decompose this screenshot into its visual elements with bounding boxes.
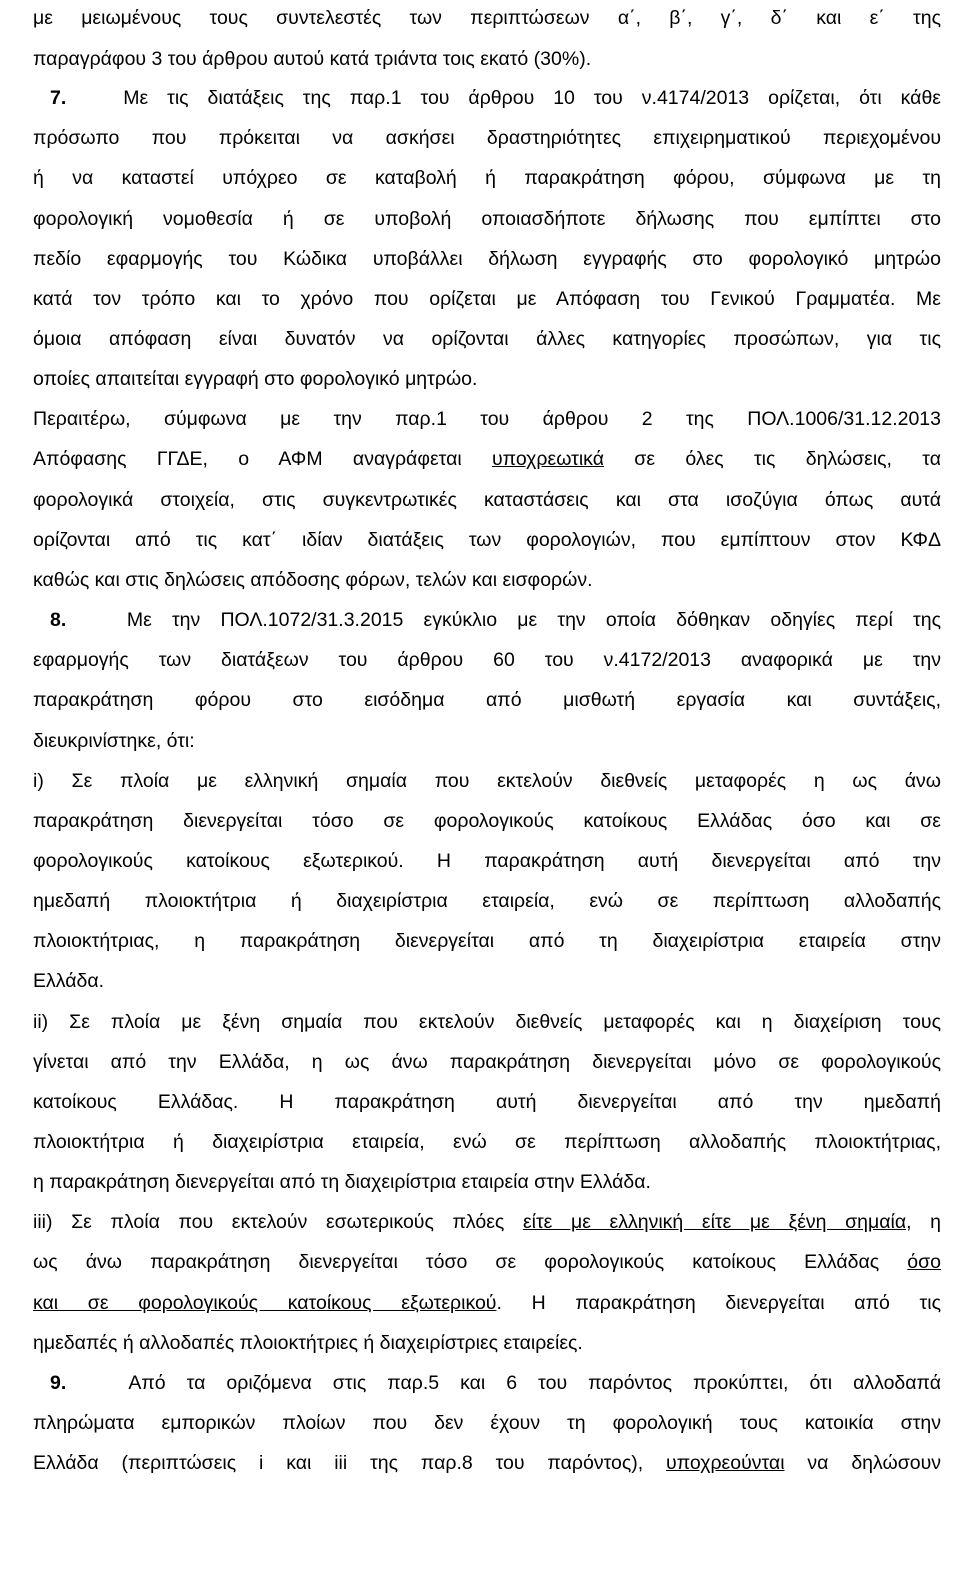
paragraph-9-first-line <box>50 1365 941 1401</box>
text-run: Με την ΠΟΛ.1072/31.3.2015 εγκύκλιο με την οποία δόθηκαν οδηγίες περί της <box>126 609 941 631</box>
text-line: φορολογική νομοθεσία ή σε υποβολή οποιασδήποτε δήλωσης που εμπίπτει στο <box>33 208 941 230</box>
text-run: Απόφασης ΓΓΔΕ, ο ΑΦΜ αναγράφεται <box>33 448 493 470</box>
underlined-text: είτε με ελληνική είτε με ξένη σημαία, <box>522 1211 912 1233</box>
text-line: με μειωμένους τους συντελεστές των περιπτώσεων α΄, β΄, γ΄, δ΄ και ε΄ της <box>33 7 941 29</box>
text-line: ημεδαπή πλοιοκτήτρια ή διαχειρίστρια εταιρεία, ενώ σε περίπτωση αλλοδαπής <box>33 890 941 912</box>
text-line: οποίες απαιτείται εγγραφή στο φορολογικό μητρώο. <box>33 368 478 390</box>
text-run: iii) Σε πλοία που εκτελούν εσωτερικούς πλόες <box>33 1211 523 1233</box>
text-line: κατά τον τρόπο και το χρόνο που ορίζεται με Απόφαση του Γενικού Γραμματέα. Με <box>33 288 941 310</box>
text-run: Με τις διατάξεις της παρ.1 του άρθρου 10 του ν.4174/2013 ορίζεται, ότι κάθε <box>123 87 941 109</box>
text-run: . Η παρακράτηση διενεργείται από τις <box>496 1292 941 1314</box>
text-line: εφαρμογής των διατάξεων του άρθρου 60 του ν.4172/2013 αναφορικά με την <box>33 649 941 671</box>
text-run: να δηλώσουν <box>784 1452 941 1474</box>
text-run: η <box>911 1211 941 1233</box>
text-line <box>33 1244 941 1280</box>
text-line: όμοια απόφαση είναι δυνατόν να ορίζονται άλλες κατηγορίες προσώπων, για τις <box>33 328 941 350</box>
text-line: πεδίο εφαρμογής του Κώδικα υποβάλλει δήλωση εγγραφής στο φορολογικό μητρώο <box>33 248 941 270</box>
underlined-text: υποχρεούνται <box>666 1452 785 1474</box>
text-line <box>33 1285 941 1321</box>
text-line: πληρώματα εμπορικών πλοίων που δεν έχουν τη φορολογική τους κατοικία στην <box>33 1412 941 1434</box>
text-line: παρακράτηση φόρου στο εισόδημα από μισθωτή εργασία και συντάξεις, <box>33 689 941 711</box>
text-run: σε όλες τις δηλώσεις, τα <box>603 448 941 470</box>
underlined-text: υποχρεωτικά <box>492 448 604 470</box>
text-line: φορολογικά στοιχεία, στις συγκεντρωτικές καταστάσεις και στα ισοζύγια όπως αυτά <box>33 489 941 511</box>
text-line: παρακράτηση διενεργείται τόσο σε φορολογικούς κατοίκους Ελλάδας όσο και σε <box>33 810 941 832</box>
text-line: η παρακράτηση διενεργείται από τη διαχειρίστρια εταιρεία στην Ελλάδα. <box>33 1171 651 1193</box>
text-line: πρόσωπο που πρόκειται να ασκήσει δραστηριότητες επιχειρηματικού περιεχομένου <box>33 127 941 149</box>
text-line: πλοιοκτήτρια ή διαχειρίστρια εταιρεία, ενώ σε περίπτωση αλλοδαπής πλοιοκτήτριας, <box>33 1131 941 1153</box>
paragraph-number: 9. <box>50 1372 67 1394</box>
text-run: Από τα οριζόμενα στις παρ.5 και 6 του παρόντος προκύπτει, ότι αλλοδαπά <box>128 1372 941 1394</box>
underlined-text: όσο <box>907 1251 941 1273</box>
text-run: Ελλάδα (περιπτώσεις i και iii της παρ.8 του παρόντος), <box>33 1452 667 1474</box>
underlined-text: και σε φορολογικούς κατοίκους εξωτερικού <box>33 1292 497 1314</box>
text-line: ημεδαπές ή αλλοδαπές πλοιοκτήτριες ή διαχειρίστριες εταιρείες. <box>33 1332 583 1354</box>
paragraph-number: 7. <box>50 87 67 109</box>
text-line: ή να καταστεί υπόχρεο σε καταβολή ή παρακράτηση φόρου, σύμφωνα με τη <box>33 167 941 189</box>
text-line: i) Σε πλοία με ελληνική σημαία που εκτελούν διεθνείς μεταφορές η ως άνω <box>33 770 941 792</box>
text-line: Περαιτέρω, σύμφωνα με την παρ.1 του άρθρου 2 της ΠΟΛ.1006/31.12.2013 <box>33 408 941 430</box>
text-line <box>33 1445 941 1481</box>
text-line: κατοίκους Ελλάδας. Η παρακράτηση αυτή διενεργείται από την ημεδαπή <box>33 1091 941 1113</box>
text-line: γίνεται από την Ελλάδα, η ως άνω παρακράτηση διενεργείται μόνο σε φορολογικούς <box>33 1051 941 1073</box>
text-line: πλοιοκτήτριας, η παρακράτηση διενεργείται από τη διαχειρίστρια εταιρεία στην <box>33 930 941 952</box>
text-line: διευκρινίστηκε, ότι: <box>33 730 195 752</box>
text-line: φορολογικούς κατοίκους εξωτερικού. Η παρακράτηση αυτή διενεργείται από την <box>33 850 941 872</box>
paragraph-8-first-line <box>50 602 941 638</box>
paragraph-7-first-line <box>50 80 941 116</box>
text-line: παραγράφου 3 του άρθρου αυτού κατά τριάντα τοις εκατό (30%). <box>33 48 592 70</box>
text-line: ορίζονται από τις κατ΄ ιδίαν διατάξεις των φορολογιών, που εμπίπτουν στον ΚΦΔ <box>33 529 941 551</box>
text-line <box>33 441 941 477</box>
text-line <box>33 1204 941 1240</box>
text-line: Ελλάδα. <box>33 970 105 992</box>
text-line: ii) Σε πλοία με ξένη σημαία που εκτελούν διεθνείς μεταφορές και η διαχείριση τους <box>33 1011 941 1033</box>
text-line: καθώς και στις δηλώσεις απόδοσης φόρων, τελών και εισφορών. <box>33 569 593 591</box>
text-run: ως άνω παρακράτηση διενεργείται τόσο σε φορολογικούς κατοίκους Ελλάδας <box>33 1251 908 1273</box>
paragraph-number: 8. <box>50 609 67 631</box>
